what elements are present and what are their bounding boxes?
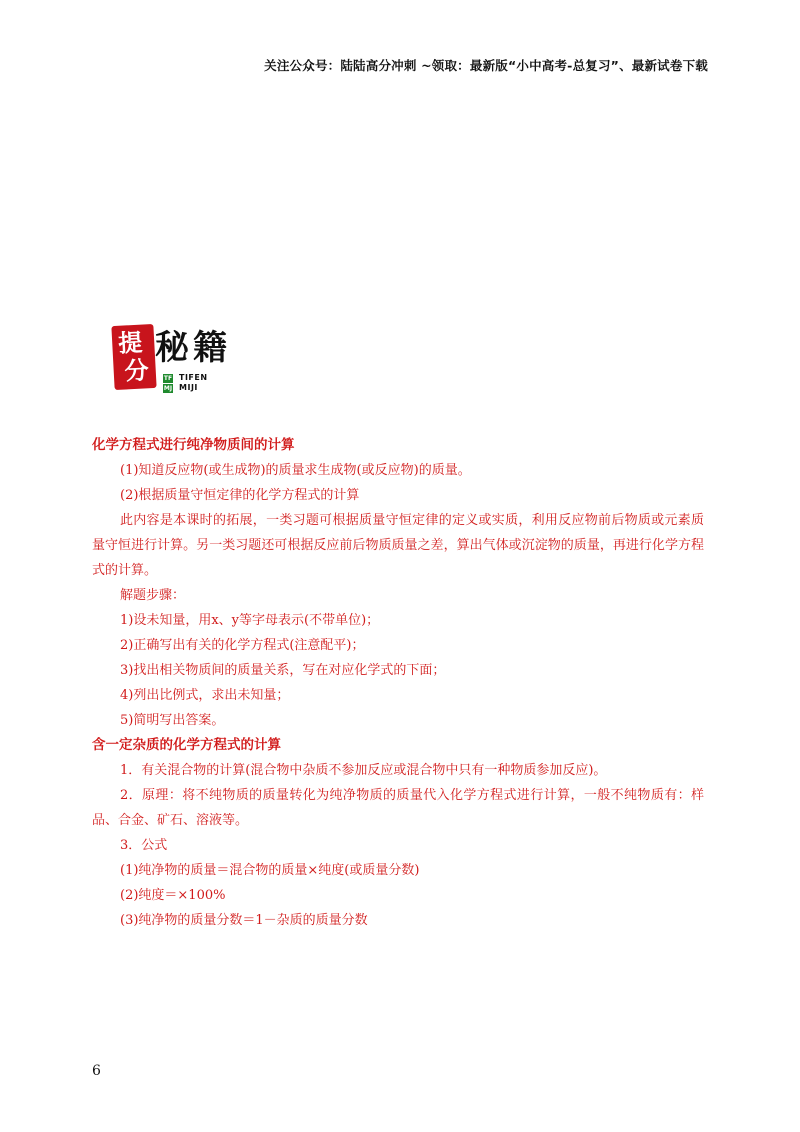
formula-3: (3)纯净物的质量分数＝1－杂质的质量分数 xyxy=(120,913,368,928)
logo-badge-mj: MJ xyxy=(163,385,173,392)
seal-stamp xyxy=(111,324,156,390)
section1-paragraph: 此内容是本课时的拓展，一类习题可根据质量守恒定律的定义或实质，利用反应物前后物质或元素质量守恒进行计算。另一类习题还可根据反应前后物质质量之差，算出气体或沉淀物的质量，再进行化学方程式的计算。 xyxy=(92,513,704,578)
section2-item-1: 1．有关混合物的计算(混合物中杂质不参加反应或混合物中只有一种物质参加反应)。 xyxy=(120,763,607,778)
formula-1: (1)纯净物的质量＝混合物的质量×纯度(或质量分数) xyxy=(120,863,420,878)
step-2: 2)正确写出有关的化学方程式(注意配平)； xyxy=(120,638,365,653)
step-1: 1)设未知量，用x、y等字母表示(不带单位)； xyxy=(120,613,380,628)
steps-title: 解题步骤： xyxy=(120,588,186,603)
logo-en-line2: MIJI xyxy=(179,383,198,392)
document-body xyxy=(92,433,704,933)
logo-title: 秘籍 xyxy=(155,328,231,368)
section1-heading: 化学方程式进行纯净物质间的计算 xyxy=(92,437,295,453)
section1-item-1: (1)知道反应物(或生成物)的质量求生成物(或反应物)的质量。 xyxy=(120,463,471,478)
section2-heading: 含一定杂质的化学方程式的计算 xyxy=(92,737,281,753)
seal-char-ti: 提 xyxy=(117,327,143,358)
section1-item-2: (2)根据质量守恒定律的化学方程式的计算 xyxy=(120,488,360,503)
logo-en-line1: TIFEN xyxy=(179,373,208,382)
section2-item-2: 2．原理：将不纯物质的质量转化为纯净物质的质量代入化学方程式进行计算，一般不纯物质有：样品、合金、矿石、溶液等。 xyxy=(92,788,704,828)
step-5: 5)简明写出答案。 xyxy=(120,713,225,728)
step-3: 3)找出相关物质间的质量关系，写在对应化学式的下面； xyxy=(120,663,446,678)
page-number: 6 xyxy=(92,1063,101,1079)
tifen-miji-logo xyxy=(113,325,263,395)
step-4: 4)列出比例式，求出未知量； xyxy=(120,688,290,703)
seal-char-fen: 分 xyxy=(123,355,150,386)
formula-2: (2)纯度＝×100% xyxy=(120,888,226,903)
logo-badge-tf: TF xyxy=(163,375,173,382)
page-header: 关注公众号：陆陆高分冲刺 ~领取：最新版“小中高考-总复习”、最新试卷下载 xyxy=(264,58,708,73)
section2-item-3: 3．公式 xyxy=(120,838,168,853)
